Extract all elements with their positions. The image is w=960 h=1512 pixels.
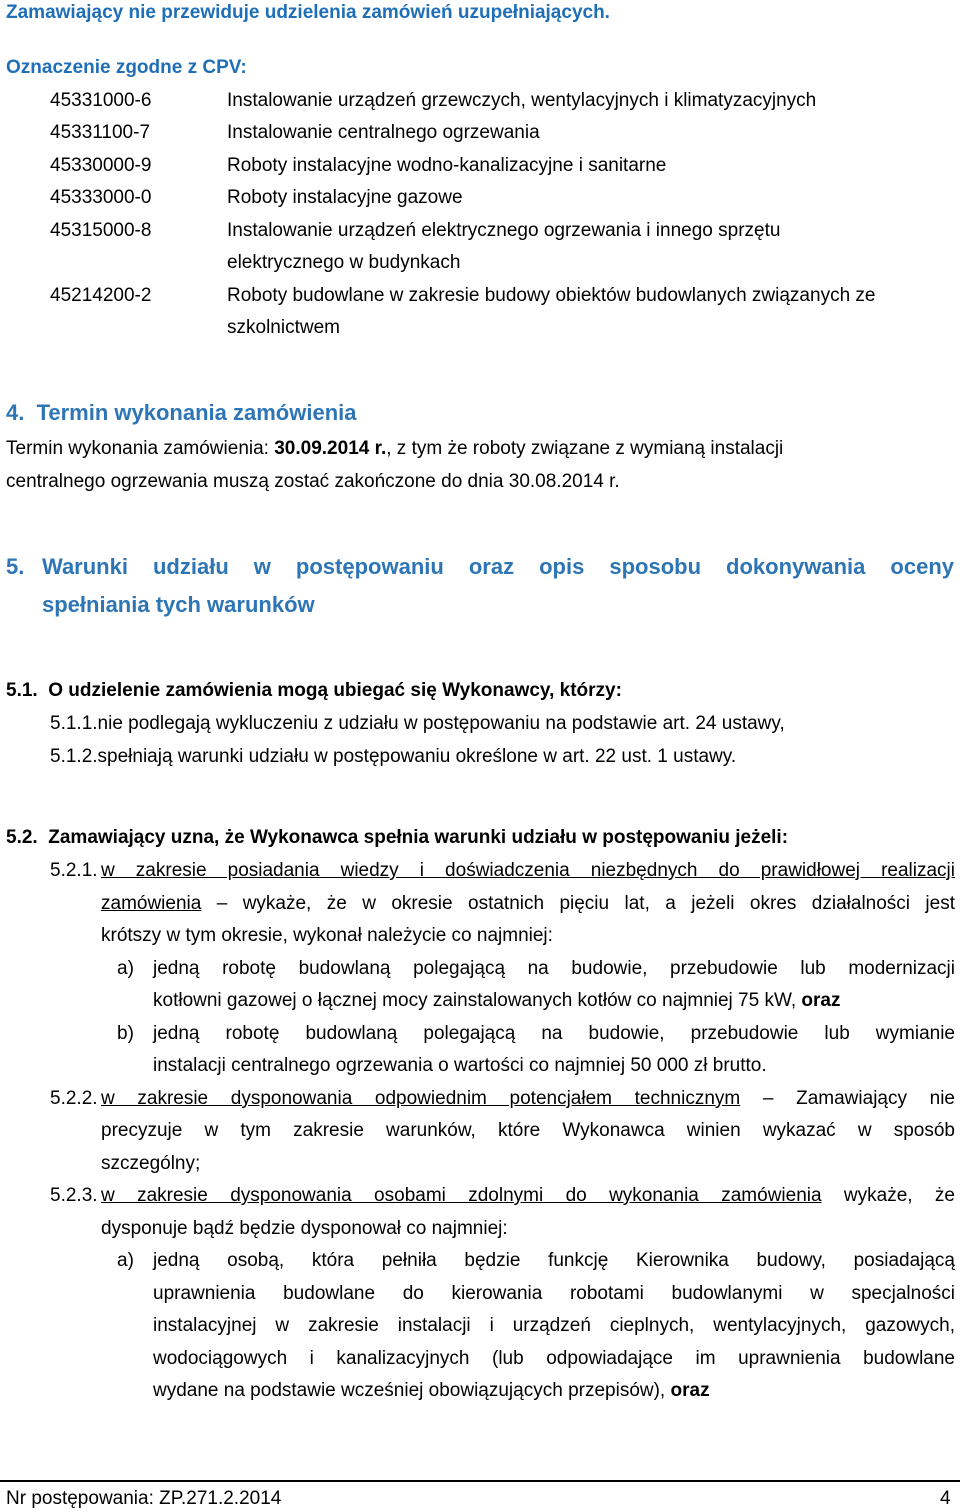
section-5-1-2: 5.1.2.spełniają warunki udziału w postępowaniu określone w art. 22 ust. 1 ustawy. xyxy=(50,746,737,767)
section-5-1-1: 5.1.1.nie podlegają wykluczeniu z udziału w postępowaniu na podstawie art. 24 ustawy, xyxy=(50,713,785,734)
cpv-desc: Roboty budowlane w zakresie budowy obiektów budowlanych związanych ze xyxy=(227,285,876,306)
cpv-desc: Instalowanie centralnego ogrzewania xyxy=(227,122,540,143)
section-5-number: 5. xyxy=(6,554,25,579)
person-item-line-4: wodociągowych i kanalizacyjnych (lub odpowiadające im uprawnienia budowlane xyxy=(153,1348,955,1369)
person-item-line-5: wydane na podstawie wcześniej obowiązujących przepisów), oraz xyxy=(153,1380,710,1401)
cpv-code: 45214200-2 xyxy=(50,285,152,306)
section-5-2-1-line-1: w zakresie posiadania wiedzy i doświadczenia niezbędnych do prawidłowej realizacji xyxy=(101,860,955,881)
cpv-desc: Roboty instalacyjne gazowe xyxy=(227,187,463,208)
section-5-2-2-number: 5.2.2. xyxy=(50,1088,98,1109)
section-5-2-2-line-1: w zakresie dysponowania odpowiednim potencjałem technicznym – Zamawiający nie xyxy=(101,1088,955,1109)
section-5-2-3-number: 5.2.3. xyxy=(50,1185,98,1206)
cpv-desc-cont: szkolnictwem xyxy=(227,317,340,338)
cpv-desc: Roboty instalacyjne wodno-kanalizacyjne i sanitarne xyxy=(227,155,667,176)
section-5-2-3-line-2: dysponuje bądź będzie dysponował co najmniej: xyxy=(101,1218,508,1239)
cpv-heading: Oznaczenie zgodne z CPV: xyxy=(6,57,247,78)
person-item-line-3: instalacyjnej w zakresie instalacji i urządzeń cieplnych, wentylacyjnych, gazowych, xyxy=(153,1315,955,1336)
cpv-code: 45330000-9 xyxy=(50,155,152,176)
cpv-code: 45315000-8 xyxy=(50,220,152,241)
deadline-label: Termin wykonania zamówienia: 30.09.2014 r., z tym że roboty związane z wymianą instalacji xyxy=(6,438,784,459)
section-5-1-heading: 5.1. O udzielenie zamówienia mogą ubiegać się Wykonawcy, którzy: xyxy=(6,680,622,701)
cpv-desc: Instalowanie urządzeń elektrycznego ogrzewania i innego sprzętu xyxy=(227,220,781,241)
footer-reference: Nr postępowania: ZP.271.2.2014 xyxy=(6,1488,282,1509)
section-5-2-3-line-1: w zakresie dysponowania osobami zdolnymi do wykonania zamówienia wykaże, że xyxy=(101,1185,956,1206)
section-5-heading-line-2: spełniania tych warunków xyxy=(42,592,315,617)
list-item-b-line-2: instalacji centralnego ogrzewania o wartości co najmniej 50 000 zł brutto. xyxy=(153,1055,767,1076)
section-5-2-2-line-3: szczególny; xyxy=(101,1153,201,1174)
footer-page-number: 4 xyxy=(940,1488,951,1509)
section-5-2-1-number: 5.2.1. xyxy=(50,860,98,881)
section-5-2-1-line-3: krótszy w tym okresie, wykonał należycie co najmniej: xyxy=(101,925,553,946)
section-4-heading: 4. Termin wykonania zamówienia xyxy=(6,400,357,425)
footer-divider xyxy=(0,1480,960,1482)
section-5-2-1-line-2: zamówienia – wykaże, że w okresie ostatnich pięciu lat, a jeżeli okres działalności jest xyxy=(101,893,955,914)
list-item-a-line-2: kotłowni gazowej o łącznej mocy zainstalowanych kotłów co najmniej 75 kW, oraz xyxy=(153,990,841,1011)
cpv-desc: Instalowanie urządzeń grzewczych, wentylacyjnych i klimatyzacyjnych xyxy=(227,90,817,111)
section-5-2-heading: 5.2. Zamawiający uzna, że Wykonawca spełnia warunki udziału w postępowaniu jeżeli: xyxy=(6,827,789,848)
list-item-a-line-1: jedną robotę budowlaną polegającą na budowie, przebudowie lub modernizacji xyxy=(153,958,955,979)
person-item-line-2: uprawnienia budowlane do kierowania robotami budowlanymi w specjalności xyxy=(153,1283,955,1304)
list-label-b: b) xyxy=(117,1023,134,1044)
cpv-code: 45331000-6 xyxy=(50,90,152,111)
section-5-2-2-line-2: precyzuje w tym zakresie warunków, które Wykonawca winien wykazać w sposób xyxy=(101,1120,955,1141)
section-5-heading-line-1: Warunki udziału w postępowaniu oraz opis sposobu dokonywania oceny xyxy=(42,554,954,579)
list-label-a: a) xyxy=(117,958,134,979)
cpv-desc-cont: elektrycznego w budynkach xyxy=(227,252,461,273)
list-label-a: a) xyxy=(117,1250,134,1271)
section-4-line-1 xyxy=(6,436,954,462)
section-4-line-2: centralnego ogrzewania muszą zostać zakończone do dnia 30.08.2014 r. xyxy=(6,471,620,492)
cpv-code: 45331100-7 xyxy=(50,122,151,143)
top-notice: Zamawiający nie przewiduje udzielenia zamówień uzupełniających. xyxy=(6,2,610,23)
cpv-code: 45333000-0 xyxy=(50,187,152,208)
person-item-line-1: jedną osobą, która pełniła będzie funkcję Kierownika budowy, posiadającą xyxy=(153,1250,955,1271)
list-item-b-line-1: jedną robotę budowlaną polegającą na budowie, przebudowie lub wymianie xyxy=(153,1023,955,1044)
